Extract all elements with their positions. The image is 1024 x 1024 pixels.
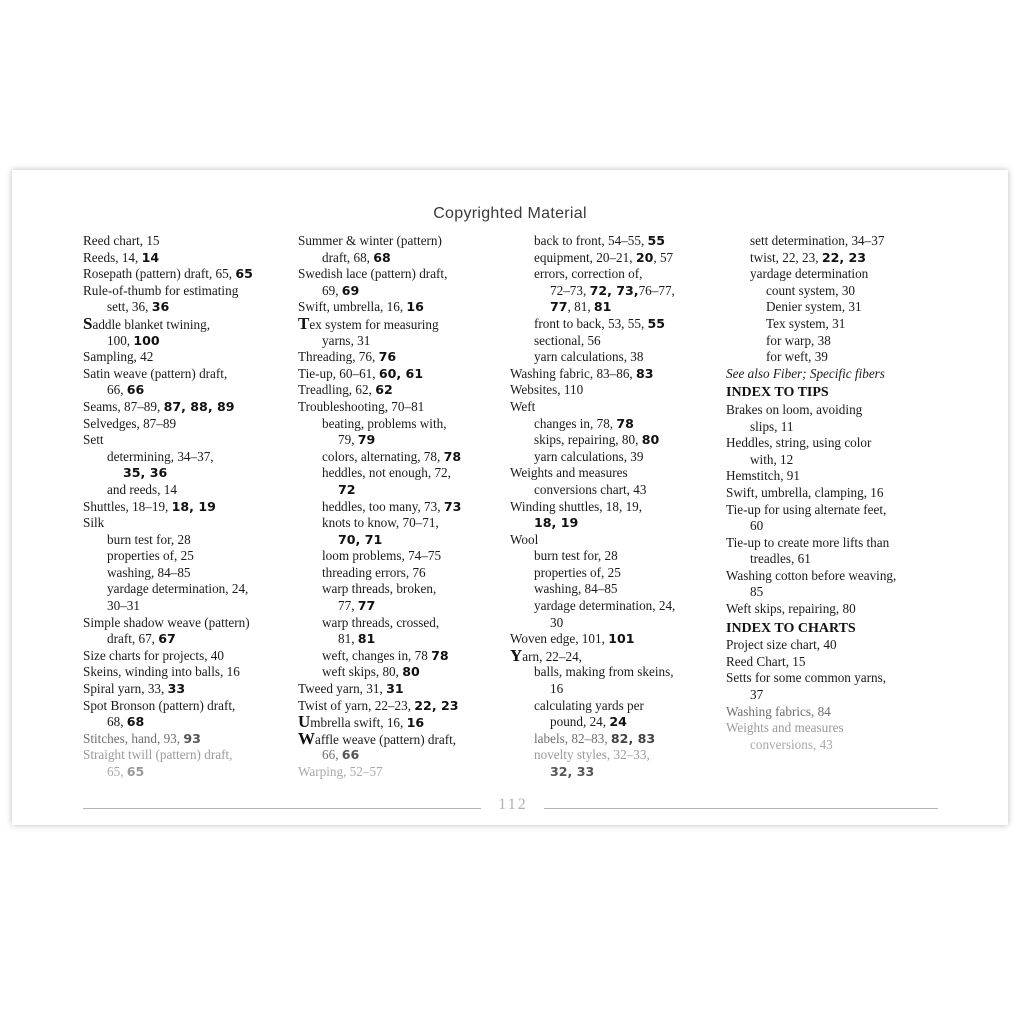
index-subentry: 77, 77 [338, 598, 376, 614]
index-entry: 85 [750, 584, 764, 600]
index-subentry: and reeds, 14 [107, 481, 177, 497]
index-subentry: heddles, not enough, 72, [322, 465, 451, 481]
index-entry: Saddle blanket twining, [83, 313, 211, 333]
index-entry: Spiral yarn, 33, 33 [83, 681, 186, 697]
index-subentry: 70, 71 [338, 531, 383, 547]
index-entry: treadles, 61 [750, 551, 811, 567]
index-subentry: beating, problems with, [322, 415, 447, 431]
index-subentry: warp threads, crossed, [322, 614, 440, 630]
index-subentry: weft skips, 80, 80 [322, 664, 420, 680]
index-entry: Weft [510, 398, 536, 414]
index-subentry: 81, 81 [338, 631, 376, 647]
index-entry: Sampling, 42 [83, 349, 154, 365]
index-entry: Tweed yarn, 31, 31 [298, 681, 404, 697]
index-subentry: count system, 30 [766, 282, 856, 298]
index-entry: slips, 11 [750, 418, 794, 434]
index-subentry: yardage determination [750, 266, 869, 282]
index-entry: Threading, 76, 76 [298, 349, 397, 365]
index-subentry: 16 [550, 681, 564, 697]
index-entry: 18, 19 [534, 515, 579, 531]
index-entry: Stitches, hand, 93, 93 [83, 730, 201, 746]
index-entry: Umbrella swift, 16, 16 [298, 712, 425, 732]
index-entry: 65, 65 [107, 764, 145, 779]
index-subentry: novelty styles, 32–33, [534, 747, 650, 763]
section-letter: W [298, 728, 315, 748]
index-entry: Washing cotton before weaving, [726, 567, 897, 583]
index-entry: Tie-up for using alternate feet, [726, 501, 887, 517]
index-subentry: threading errors, 76 [322, 564, 426, 580]
index-entry: Shuttles, 18–19, 18, 19 [83, 498, 216, 514]
index-subentry: properties of, 25 [107, 548, 194, 564]
index-entry: Size charts for projects, 40 [83, 647, 224, 663]
index-entry: Rule-of-thumb for estimating [83, 282, 239, 298]
index-entry: Skeins, winding into balls, 16 [83, 664, 240, 680]
index-subentry: equipment, 20–21, 20, 57 [534, 249, 674, 265]
index-subentry: changes in, 78, 78 [534, 415, 634, 431]
section-letter: Y [510, 645, 523, 665]
index-subentry: balls, making from skeins, [534, 664, 674, 680]
index-entry: 68, 68 [107, 714, 145, 730]
index-entry: Spot Bronson (pattern) draft, [83, 697, 236, 713]
index-subentry: colors, alternating, 78, 78 [322, 448, 462, 464]
page-number: 112 [498, 796, 528, 813]
index-subentry: skips, repairing, 80, 80 [534, 432, 660, 448]
footer-rule-right [544, 808, 938, 809]
index-subentry: for warp, 38 [766, 332, 831, 348]
index-entry: sett, 36, 36 [107, 299, 170, 315]
index-column-4 [726, 233, 896, 753]
index-entry: Tie-up to create more lifts than [726, 534, 890, 550]
index-entry: Silk [83, 515, 105, 531]
index-subentry: Tex system, 31 [766, 315, 846, 331]
index-subentry: knots to know, 70–71, [322, 515, 439, 531]
index-subentry: 30–31 [107, 598, 140, 614]
index-entry: Swedish lace (pattern) draft, [298, 266, 448, 282]
index-entry: Waffle weave (pattern) draft, [298, 728, 457, 748]
index-entry: draft, 68, 68 [322, 249, 391, 265]
index-subentry: washing, 84–85 [107, 564, 191, 580]
index-entry: Reeds, 14, 14 [83, 249, 160, 265]
footer-rule-left [83, 808, 481, 809]
charts-heading: INDEX TO CHARTS [726, 620, 856, 636]
index-subentry: washing, 84–85 [534, 581, 618, 597]
index-entry: Warping, 52–57 [298, 764, 383, 779]
index-subentry: yarn calculations, 39 [534, 448, 644, 464]
index-subentry: properties of, 25 [534, 564, 621, 580]
index-entry: 69, 69 [322, 282, 360, 298]
index-subentry: errors, correction of, [534, 266, 643, 282]
index-entry: 60 [750, 518, 764, 534]
index-entry: Heddles, string, using color [726, 435, 872, 451]
index-subentry: Denier system, 31 [766, 299, 862, 315]
section-letter: S [83, 313, 93, 333]
see-also-note: See also Fiber; Specific fibers [726, 365, 885, 381]
copyright-watermark: Copyrighted Material [433, 205, 587, 222]
index-subentry: yarn calculations, 38 [534, 349, 644, 365]
index-entry: Reed Chart, 15 [726, 653, 806, 669]
index-entry: Yarn, 22–24, [510, 645, 582, 665]
index-entry: Brakes on loom, avoiding [726, 401, 863, 417]
index-subentry: 72 [338, 481, 356, 497]
index-entry: 66, 66 [322, 747, 360, 763]
index-subentry: labels, 82–83, 82, 83 [534, 730, 656, 746]
index-subentry: burn test for, 28 [107, 531, 191, 547]
index-column-2 [298, 233, 461, 781]
index-subentry: loom problems, 74–75 [322, 548, 442, 564]
section-letter: T [298, 313, 310, 333]
index-entry: draft, 67, 67 [107, 631, 176, 647]
index-entry: 37 [750, 687, 764, 703]
index-subentry: back to front, 54–55, 55 [534, 233, 666, 248]
index-entry: with, 12 [750, 451, 794, 467]
index-subentry: 77, 81, 81 [550, 299, 612, 315]
index-entry: 100, 100 [107, 332, 160, 348]
index-entry: Websites, 110 [510, 382, 584, 398]
index-subentry: calculating yards per [534, 697, 644, 713]
index-entry: Treadling, 62, 62 [298, 382, 393, 398]
index-entry: Washing fabrics, 84 [726, 703, 831, 719]
index-entry: Tex system for measuring [298, 313, 439, 333]
index-entry: Winding shuttles, 18, 19, [510, 498, 643, 514]
index-entry: Woven edge, 101, 101 [510, 631, 635, 647]
index-entry: Twist of yarn, 22–23, 22, 23 [298, 697, 459, 713]
index-subentry: burn test for, 28 [534, 548, 618, 564]
index-entry: Tie-up, 60–61, 60, 61 [298, 365, 424, 381]
index-entry: conversions chart, 43 [534, 481, 647, 497]
index-entry: Swift, umbrella, 16, 16 [298, 299, 424, 315]
index-entry: Weights and measures [510, 465, 628, 481]
index-subentry: 35, 36 [123, 465, 168, 481]
section-letter: U [298, 712, 311, 732]
index-entry: Weights and measures [726, 720, 844, 736]
index-subentry: warp threads, broken, [322, 581, 437, 597]
index-subentry: 32, 33 [550, 764, 595, 779]
index-subentry: 72–73, 72, 73,76–77, [550, 282, 675, 298]
index-entry: Hemstitch, 91 [726, 468, 800, 484]
index-entry: conversions, 43 [750, 736, 833, 752]
index-subentry: determining, 34–37, [107, 448, 214, 464]
index-subentry: sectional, 56 [534, 332, 601, 348]
index-entry: Swift, umbrella, clamping, 16 [726, 484, 884, 500]
index-entry: Satin weave (pattern) draft, [83, 365, 228, 381]
index-subentry: heddles, too many, 73, 73 [322, 498, 462, 514]
index-entry: Straight twill (pattern) draft, [83, 747, 233, 763]
index-entry: Seams, 87–89, 87, 88, 89 [83, 398, 235, 414]
index-subentry: sett determination, 34–37 [750, 233, 885, 248]
index-entry: Rosepath (pattern) draft, 65, 65 [83, 266, 253, 282]
index-column-1 [83, 233, 253, 781]
index-entry: Weft skips, repairing, 80 [726, 601, 856, 617]
index-subentry: yardage determination, 24, [534, 598, 676, 614]
index-entry: Sett [83, 432, 104, 448]
index-entry: Troubleshooting, 70–81 [298, 398, 425, 414]
index-subentry: 79, 79 [338, 432, 376, 448]
index-entry: Summer & winter (pattern) [298, 233, 442, 248]
book-page [12, 170, 1008, 825]
index-entry: Wool [510, 531, 539, 547]
index-subentry: weft, changes in, 78 78 [322, 647, 449, 663]
index-entry: 66, 66 [107, 382, 145, 398]
index-entry: Project size chart, 40 [726, 637, 837, 653]
index-entry: Washing fabric, 83–86, 83 [510, 365, 654, 381]
index-subentry: front to back, 53, 55, 55 [534, 315, 666, 331]
tips-heading: INDEX TO TIPS [726, 385, 829, 401]
index-subentry: yardage determination, 24, [107, 581, 249, 597]
index-subentry: 30 [550, 614, 564, 630]
index-subentry: twist, 22, 23, 22, 23 [750, 249, 867, 265]
index-subentry: pound, 24, 24 [550, 714, 627, 730]
index-entry: Selvedges, 87–89 [83, 415, 177, 431]
index-entry: Reed chart, 15 [83, 233, 160, 248]
index-subentry: for weft, 39 [766, 349, 828, 365]
index-entry: Setts for some common yarns, [726, 670, 887, 686]
index-entry: yarns, 31 [322, 332, 371, 348]
index-column-3 [510, 233, 675, 781]
index-entry: Simple shadow weave (pattern) [83, 614, 250, 630]
